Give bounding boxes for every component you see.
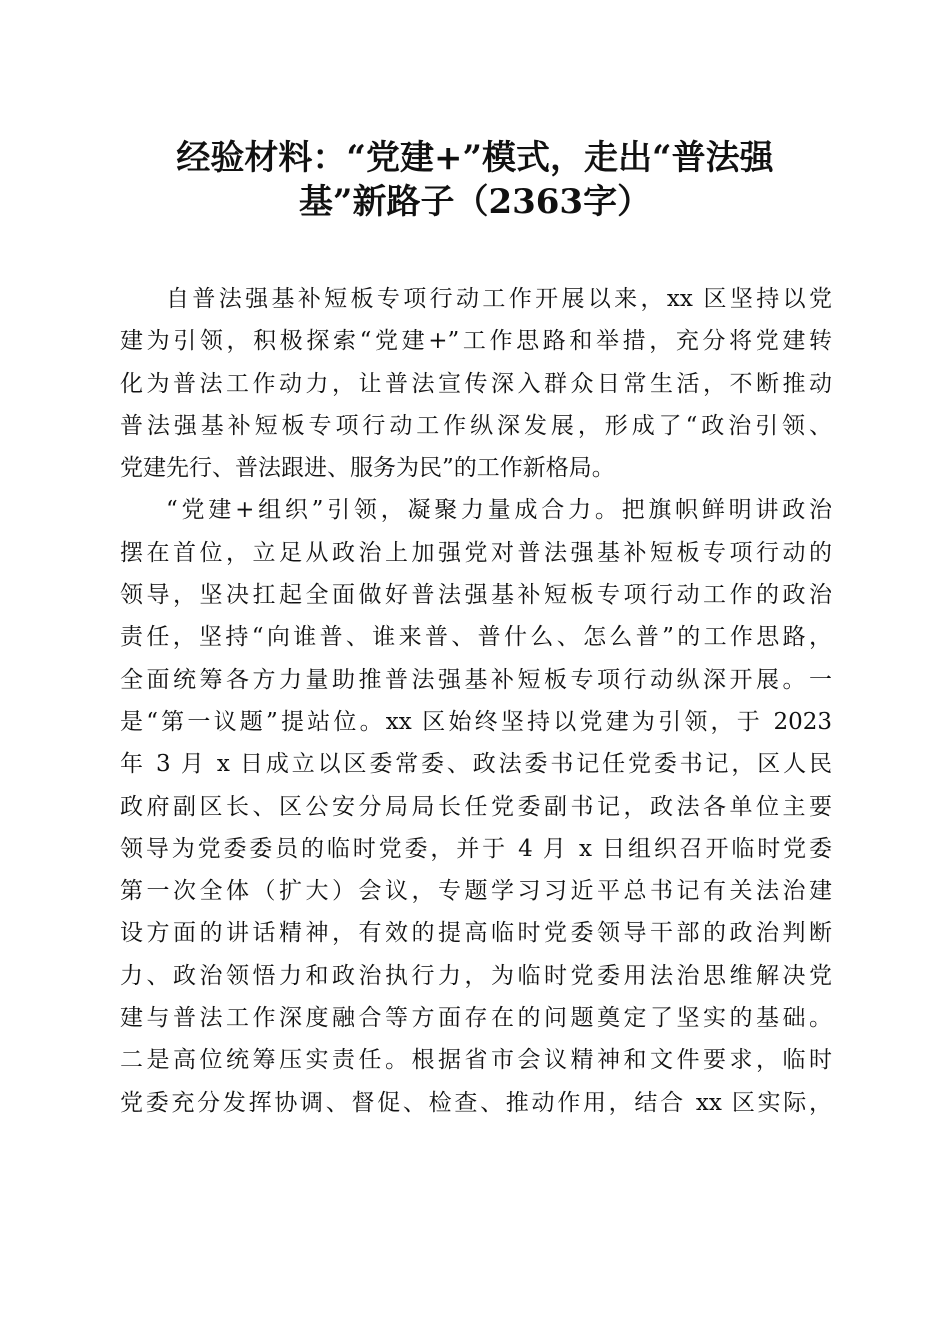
document-body xyxy=(120,278,832,1124)
text-line: 建为引领，积极探索“党建+”工作思路和举措，充分将党建转 xyxy=(120,328,832,355)
text-line: 自普法强基补短板专项行动工作开展以来，xx 区坚持以党 xyxy=(166,286,832,312)
text-line: 普法强基补短板专项行动工作纵深发展，形成了“政治引领、 xyxy=(120,412,832,439)
text-line: 建与普法工作深度融合等方面存在的问题奠定了坚实的基础。 xyxy=(120,1005,832,1032)
title-line-2: 基”新路子（2363字） xyxy=(298,182,652,222)
text-line: 责任，坚持“向谁普、谁来普、普什么、怎么普”的工作思路， xyxy=(120,624,832,651)
text-line: 摆在首位，立足从政治上加强党对普法强基补短板专项行动的 xyxy=(120,539,832,566)
text-line: 领导，坚决扛起全面做好普法强基补短板专项行动工作的政治 xyxy=(120,582,832,609)
text-line: 年 3 月 x 日成立以区委常委、政法委书记任党委书记，区人民 xyxy=(120,751,832,778)
text-line: 力、政治领悟力和政治执行力，为临时党委用法治思维解决党 xyxy=(120,962,832,989)
text-line: 二是高位统筹压实责任。根据省市会议精神和文件要求，临时 xyxy=(120,1047,832,1074)
text-line: 是“第一议题”提站位。xx 区始终坚持以党建为引领，于 2023 xyxy=(120,708,832,735)
text-line: 化为普法工作动力，让普法宣传深入群众日常生活，不断推动 xyxy=(120,370,832,397)
text-line: 党委充分发挥协调、督促、检查、推动作用，结合 xx 区实际， xyxy=(120,1089,832,1116)
text-line: 第一次全体（扩大）会议，专题学习习近平总书记有关法治建 xyxy=(120,878,832,905)
title-line-1: 经验材料：“党建+”模式，走出“普法强 xyxy=(176,138,774,178)
text-line: 政府副区长、区公安分局局长任党委副书记，政法各单位主要 xyxy=(120,793,832,820)
paragraph-intro xyxy=(120,278,832,489)
text-line: 领导为党委委员的临时党委，并于 4 月 x 日组织召开临时党委 xyxy=(120,835,832,862)
text-line: “党建+组织”引领，凝聚力量成合力。把旗帜鲜明讲政治 xyxy=(166,497,832,524)
text-line: 全面统筹各方力量助推普法强基补短板专项行动纵深开展。一 xyxy=(120,666,832,693)
text-line: 党建先行、普法跟进、服务为民”的工作新格局。 xyxy=(120,455,615,482)
text-line: 设方面的讲话精神，有效的提高临时党委领导干部的政治判断 xyxy=(120,920,832,947)
document-title xyxy=(100,136,850,224)
paragraph-party-building-organization xyxy=(120,489,832,1123)
